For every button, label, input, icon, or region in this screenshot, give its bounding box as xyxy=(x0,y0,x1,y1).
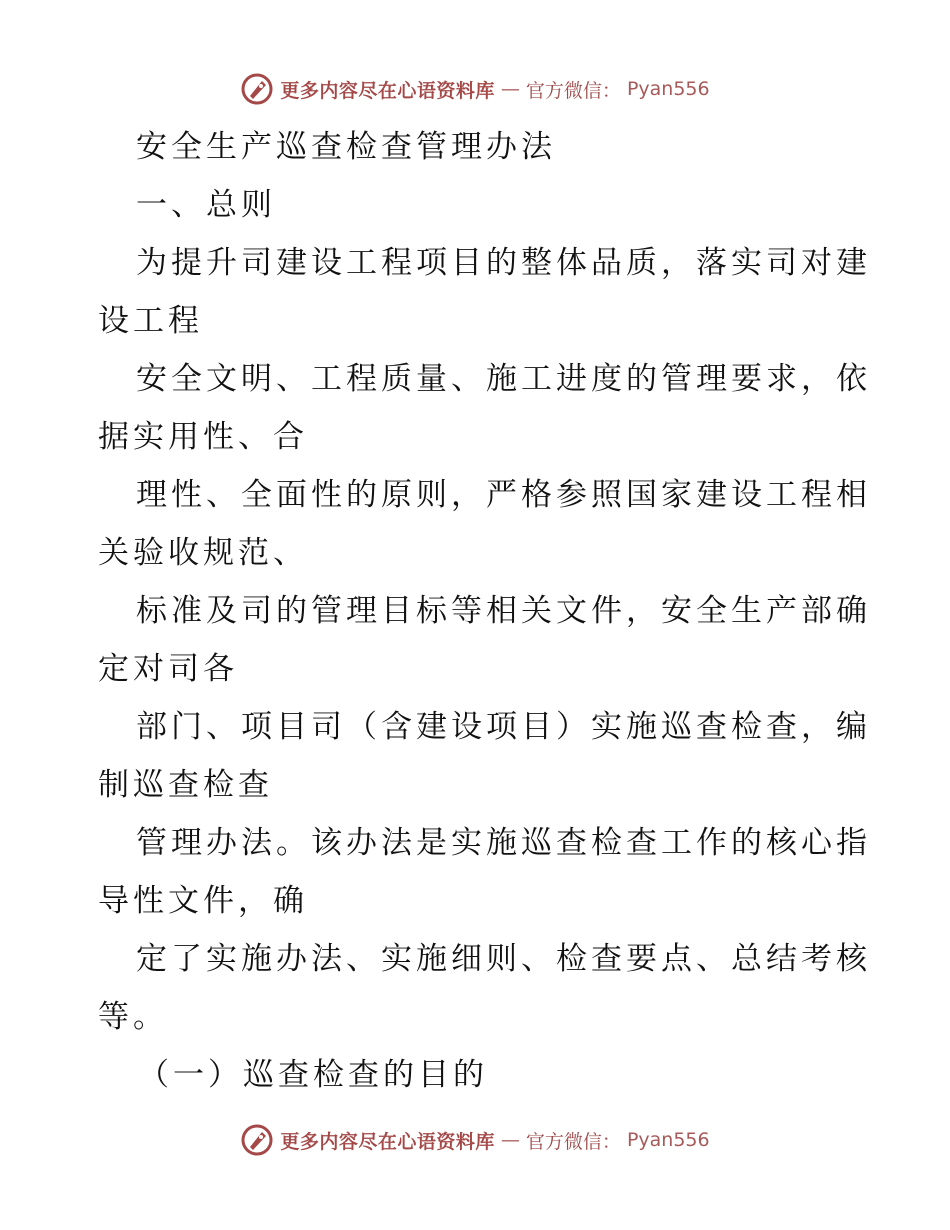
paragraph-line: 安全文明、工程质量、施工进度的管理要求，依 xyxy=(136,361,871,397)
paragraph-line: 等。 xyxy=(98,999,168,1035)
banner-label: 官方微信： xyxy=(525,79,621,102)
paragraph-line: 定对司各 xyxy=(98,651,238,687)
section-heading: 一、总则 xyxy=(136,187,276,223)
document-body xyxy=(98,118,871,1104)
header-banner xyxy=(0,72,950,106)
paragraph-line: 部门、项目司（含建设项目）实施巡查检查，编 xyxy=(136,709,871,745)
paragraph-line: 导性文件，确 xyxy=(98,883,308,919)
paragraph-line: 管理办法。该办法是实施巡查检查工作的核心指 xyxy=(136,825,871,861)
banner-dash: — xyxy=(500,78,520,100)
footer-banner xyxy=(0,1123,950,1157)
subsection-heading: （一）巡查检查的目的 xyxy=(138,1057,488,1093)
pen-nib-circle-icon xyxy=(240,1123,274,1157)
paragraph-line: 关验收规范、 xyxy=(98,535,308,571)
paragraph-line: 设工程 xyxy=(98,303,203,339)
paragraph-line: 理性、全面性的原则，严格参照国家建设工程相 xyxy=(136,477,871,513)
banner-dash: — xyxy=(500,1129,520,1151)
banner-brand: 更多内容尽在心语资料库 xyxy=(280,1130,495,1153)
paragraph-line: 定了实施办法、实施细则、检查要点、总结考核 xyxy=(136,941,871,977)
paragraph-line: 标准及司的管理目标等相关文件，安全生产部确 xyxy=(136,593,871,629)
paragraph-line: 制巡查检查 xyxy=(98,767,273,803)
document-title: 安全生产巡查检查管理办法 xyxy=(136,129,556,165)
banner-account: Pyan556 xyxy=(626,78,710,100)
pen-nib-circle-icon xyxy=(240,72,274,106)
banner-account: Pyan556 xyxy=(626,1129,710,1151)
paragraph-line: 据实用性、合 xyxy=(98,419,308,455)
banner-label: 官方微信： xyxy=(525,1130,621,1153)
paragraph-line: 为提升司建设工程项目的整体品质，落实司对建 xyxy=(136,245,871,281)
banner-brand: 更多内容尽在心语资料库 xyxy=(280,79,495,102)
